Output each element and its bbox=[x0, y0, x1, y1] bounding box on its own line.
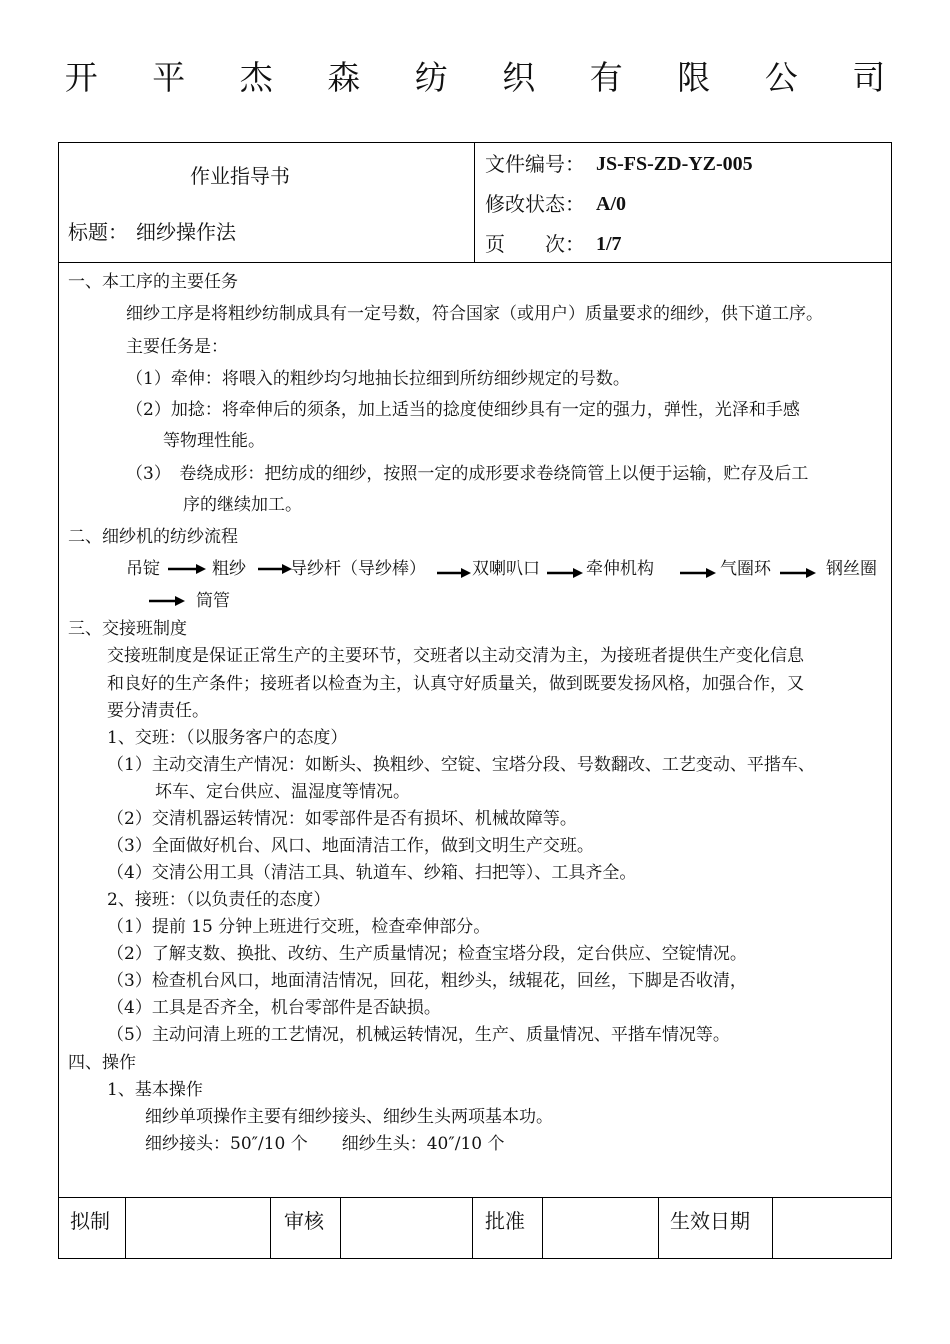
arrow-icon bbox=[437, 565, 471, 585]
takeover-item: （4）工具是否齐全，机台零部件是否缺损。 bbox=[107, 998, 441, 1018]
handover-item: （4）交清公用工具（清洁工具、轨道车、纱箱、扫把等）、工具齐全。 bbox=[107, 863, 637, 883]
title-value: 细纱操作法 bbox=[136, 220, 236, 244]
file-no-value: JS-FS-ZD-YZ-005 bbox=[596, 153, 753, 175]
arrow-icon bbox=[780, 565, 816, 585]
footer-cell-divider bbox=[472, 1197, 473, 1259]
flow-step: 钢丝圈 bbox=[826, 559, 877, 579]
title-label: 标题： bbox=[68, 220, 128, 244]
arrow-icon bbox=[547, 565, 583, 585]
handover-item: （1）主动交清生产情况：如断头、换粗纱、空锭、宝塔分段、号数翻改、工艺变动、平揩车、 bbox=[107, 755, 815, 775]
task-item-winding-cont: 序的继续加工。 bbox=[183, 495, 302, 515]
arrow-icon bbox=[149, 593, 185, 613]
section-1-paragraph: 细纱工序是将粗纱纺制成具有一定号数，符合国家（或用户）质量要求的细纱，供下道工序。 bbox=[126, 304, 823, 324]
flow-step: 筒管 bbox=[196, 591, 230, 611]
file-no-label: 文件编号： bbox=[485, 152, 585, 176]
revision-label: 修改状态： bbox=[485, 192, 585, 216]
task-item-twisting: （2）加捻：将牵伸后的须条，加上适当的捻度使细纱具有一定的强力，弹性，光泽和手感 bbox=[126, 400, 800, 420]
task-item-drafting: （1）牵伸：将喂入的粗纱均匀地抽长拉细到所纺细纱规定的号数。 bbox=[126, 369, 630, 389]
header-column-divider bbox=[474, 142, 475, 263]
flow-step: 粗纱 bbox=[212, 559, 246, 579]
handover-item: （3）全面做好机台、风口、地面清洁工作，做到文明生产交班。 bbox=[107, 836, 594, 856]
flow-step: 导纱杆（导纱棒） bbox=[290, 559, 426, 579]
section-4-standards: 细纱接头：50″/10 个 细纱生头：40″/10 个 bbox=[145, 1134, 505, 1154]
footer-approved-label: 批准 bbox=[485, 1209, 525, 1233]
arrow-icon bbox=[168, 561, 206, 581]
page-value: 1/7 bbox=[596, 233, 622, 255]
task-item-winding: （3） 卷绕成形：把纺成的细纱，按照一定的成形要求卷绕筒管上以便于运输，贮存及后工 bbox=[126, 464, 809, 484]
flow-step: 牵伸机构 bbox=[586, 559, 654, 579]
flow-step: 吊锭 bbox=[126, 559, 160, 579]
section-3-paragraph-cont: 和良好的生产条件；接班者以检查为主，认真守好质量关，做到既要发扬风格，加强合作，又 bbox=[107, 674, 804, 694]
section-4-heading: 四、操作 bbox=[68, 1053, 136, 1073]
handover-title: 1、交班：（以服务客户的态度） bbox=[107, 728, 348, 748]
flow-step: 双喇叭口 bbox=[472, 559, 540, 579]
footer-reviewed-label: 审核 bbox=[284, 1209, 324, 1233]
footer-cell-divider bbox=[658, 1197, 659, 1259]
section-4-paragraph: 细纱单项操作主要有细纱接头、细纱生头两项基本功。 bbox=[145, 1107, 553, 1127]
takeover-item: （1）提前 15 分钟上班进行交班，检查牵伸部分。 bbox=[107, 917, 491, 937]
takeover-item: （3）检查机台风口，地面清洁情况，回花，粗纱头，绒辊花，回丝，下脚是否收清， bbox=[107, 971, 747, 991]
takeover-title: 2、接班：（以负责任的态度） bbox=[107, 890, 331, 910]
section-2-heading: 二、细纱机的纺纱流程 bbox=[68, 527, 238, 547]
section-3-heading: 三、交接班制度 bbox=[68, 619, 187, 639]
section-3-paragraph-end: 要分清责任。 bbox=[107, 701, 209, 721]
footer-cell-divider bbox=[340, 1197, 341, 1259]
handover-item: （2）交清机器运转情况：如零部件是否有损坏、机械故障等。 bbox=[107, 809, 577, 829]
section-1-tasks-intro: 主要任务是： bbox=[126, 337, 228, 357]
footer-cell-divider bbox=[772, 1197, 773, 1259]
page-label: 页 次： bbox=[485, 232, 585, 256]
revision-value: A/0 bbox=[596, 193, 626, 215]
footer-cell-divider bbox=[270, 1197, 271, 1259]
footer-cell-divider bbox=[542, 1197, 543, 1259]
section-4-subheading: 1、基本操作 bbox=[107, 1080, 203, 1100]
section-3-paragraph: 交接班制度是保证正常生产的主要环节，交班者以主动交清为主，为接班者提供生产变化信息 bbox=[107, 646, 804, 666]
doc-type: 作业指导书 bbox=[190, 164, 290, 188]
footer-cell-divider bbox=[125, 1197, 126, 1259]
company-title: 开 平 杰 森 纺 织 有 限 公 司 bbox=[64, 58, 908, 97]
takeover-item: （2）了解支数、换批、改纺、生产质量情况；检查宝塔分段，定台供应、空锭情况。 bbox=[107, 944, 747, 964]
header-divider bbox=[58, 262, 892, 263]
section-1-heading: 一、本工序的主要任务 bbox=[68, 272, 238, 292]
arrow-icon bbox=[258, 561, 292, 581]
footer-divider bbox=[58, 1197, 892, 1198]
task-item-twisting-cont: 等物理性能。 bbox=[163, 431, 265, 451]
handover-item-cont: 坏车、定台供应、温湿度等情况。 bbox=[155, 782, 410, 802]
footer-drafted-label: 拟制 bbox=[70, 1209, 110, 1233]
takeover-item: （5）主动问清上班的工艺情况，机械运转情况，生产、质量情况、平揩车情况等。 bbox=[107, 1025, 730, 1045]
arrow-icon bbox=[680, 565, 716, 585]
footer-effective-date-label: 生效日期 bbox=[670, 1209, 750, 1233]
flow-step: 气圈环 bbox=[720, 559, 771, 579]
